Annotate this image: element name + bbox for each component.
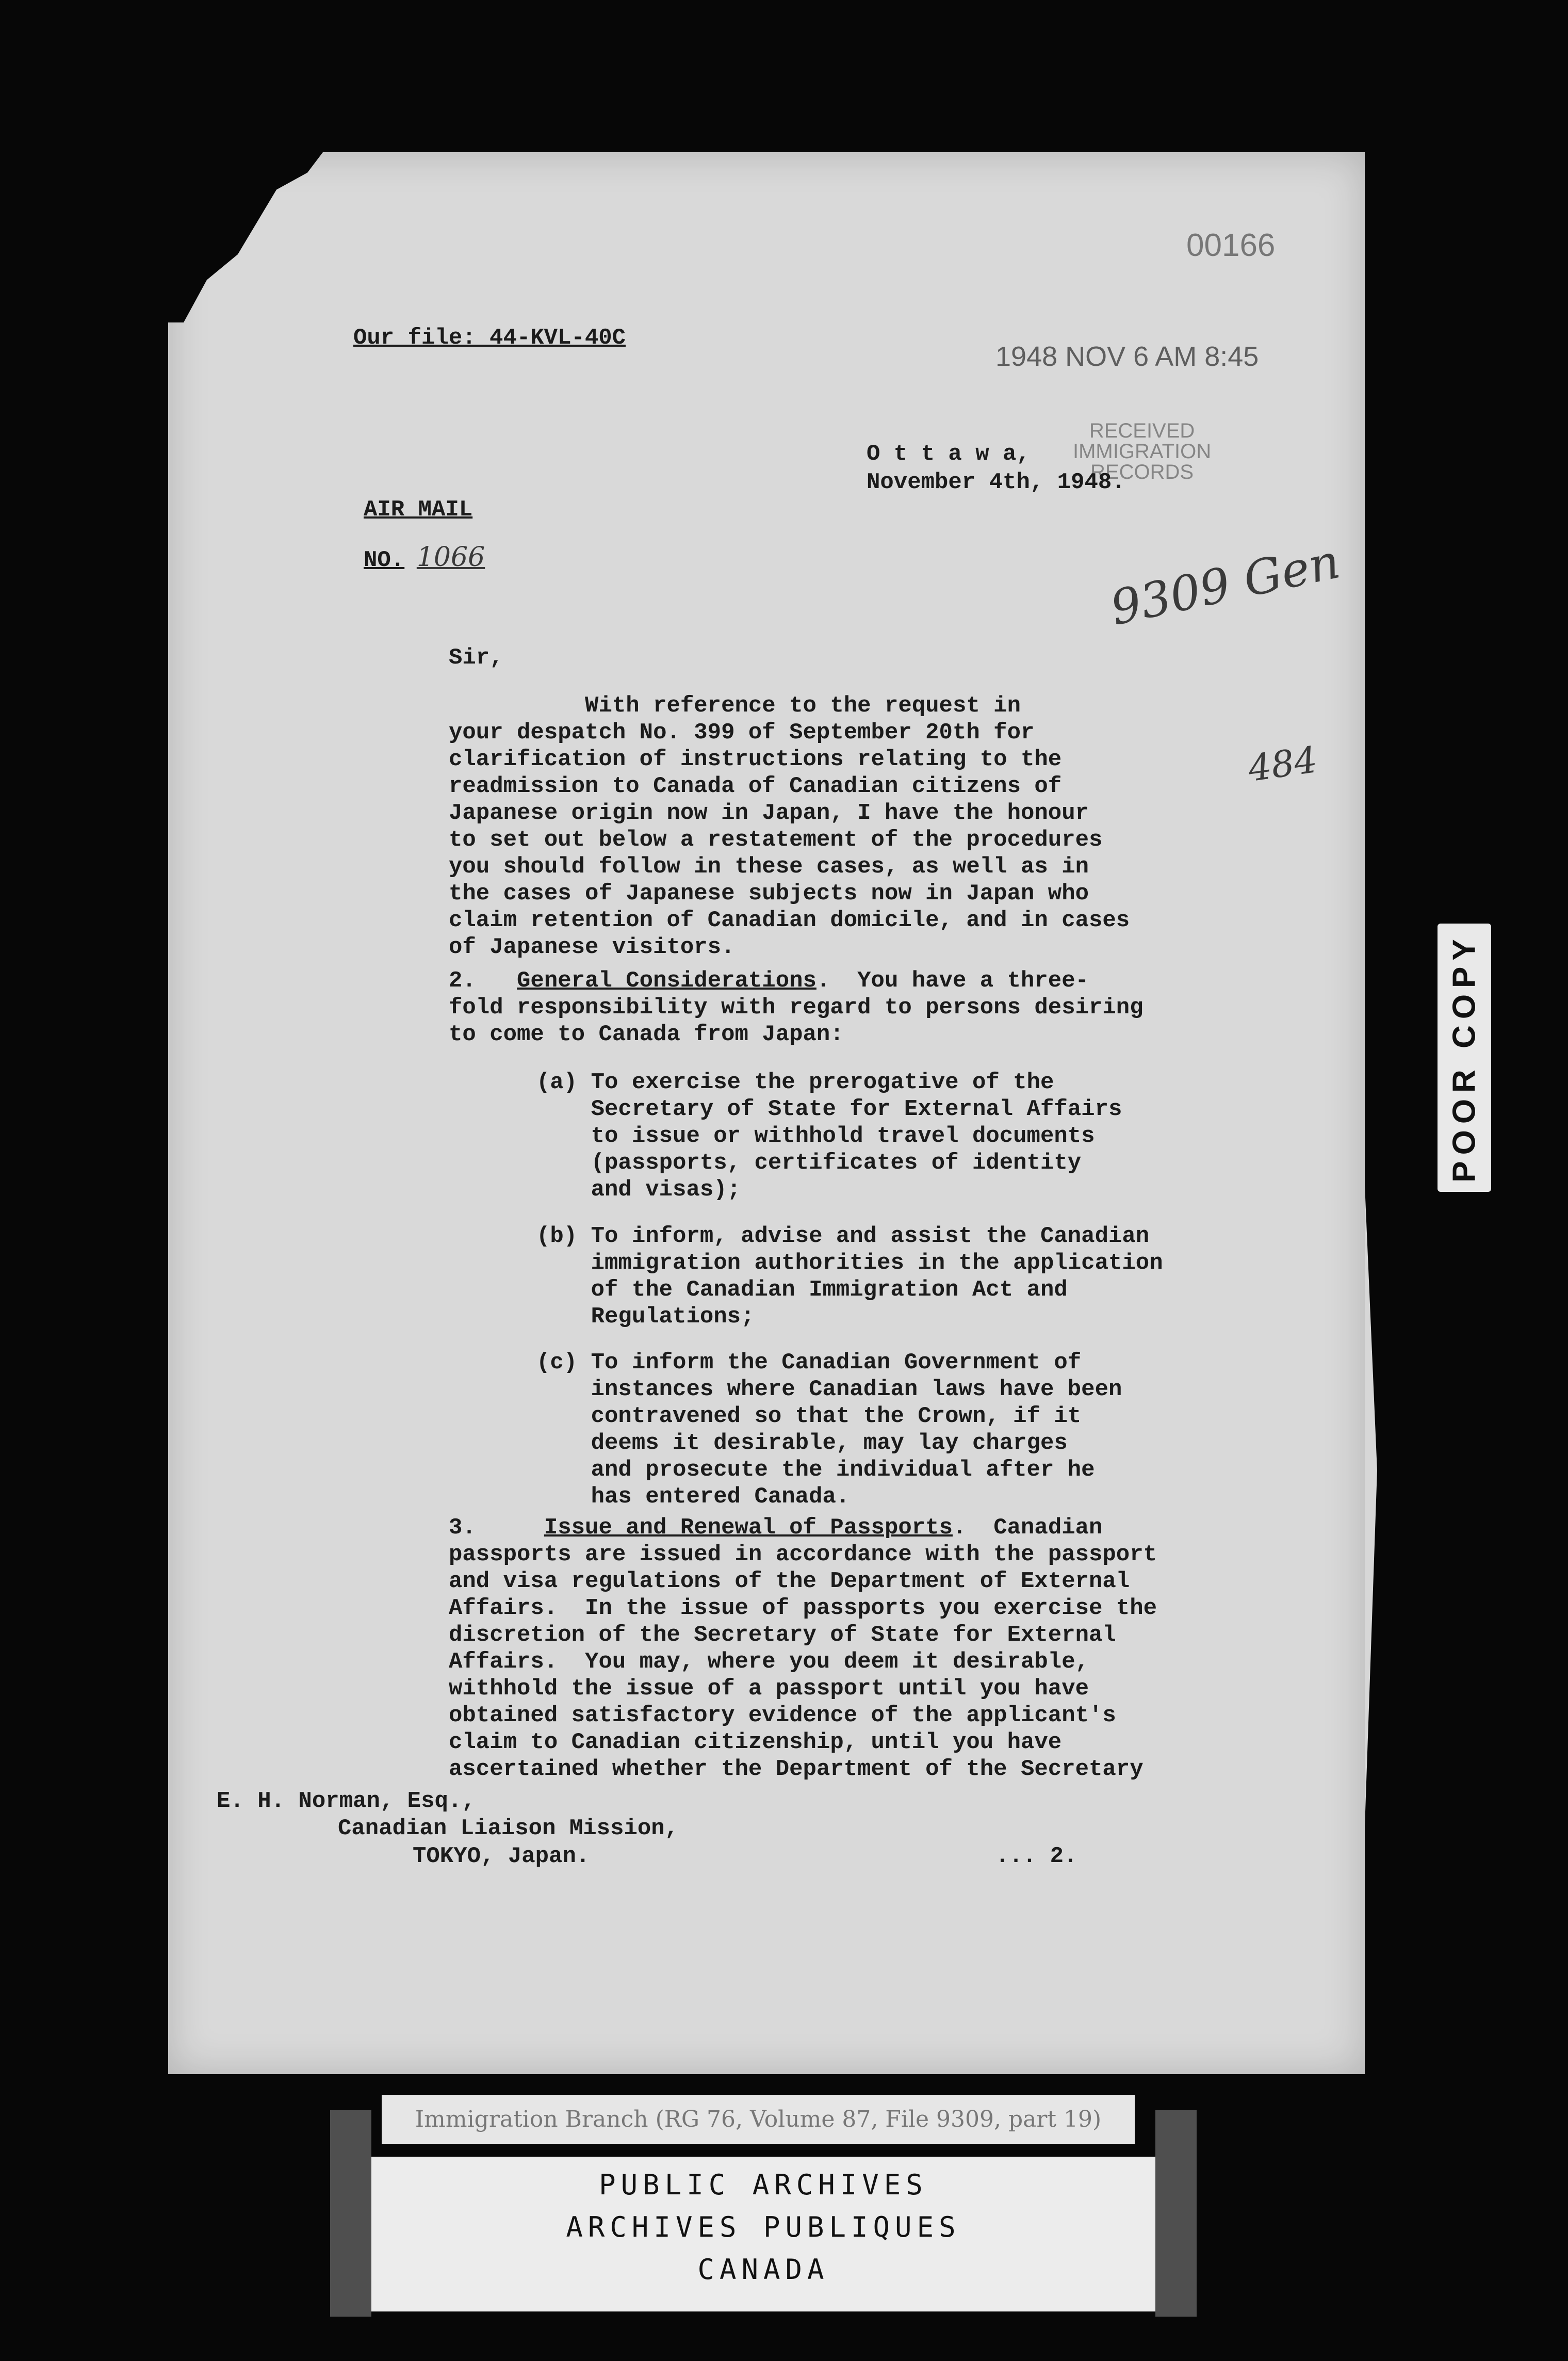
address-line-1: E. H. Norman, Esq., [217,1788,476,1814]
archive-line-3: CANADA [697,2253,829,2286]
despatch-number [364,542,485,576]
section-2 [449,967,1274,1048]
section-3-title: Issue and Renewal of Passports [544,1515,953,1541]
item-a: (a) To exercise the prerogative of the Secretary of State for External Affairs to issue or withhold travel documents (passports, certificates of identity and visas); [536,1070,1122,1203]
section-3 [449,1514,1274,1783]
film-border-left [330,2110,371,2317]
section-2-title: General Considerations [517,968,816,994]
archive-line-1: PUBLIC ARCHIVES [599,2169,928,2201]
film-border-right [1155,2110,1197,2317]
place: O t t a w a, [867,441,1030,467]
section-3-number: 3. [449,1515,476,1541]
no-value: 1066 [416,542,485,573]
air-mail-label: AIR MAIL [364,497,473,523]
archive-reference-label: Immigration Branch (RG 76, Volume 87, File 9309, part 19) [382,2095,1135,2144]
section-3-text: . Canadian passports are issued in accordance with the passport and visa regulations of the Department of External Affairs. In the issue of passports you exercise the discretion of the Secretary of State for External Affairs. You may, where you deem it desirable, withhold the issue of a passport until you have obtained satisfactory evidence of the applicant's claim to Canadian citizenship, until you have ascertained whether the Department of the Secretary [449,1515,1157,1782]
continued-marker: ... 2. [995,1843,1077,1869]
received-stamp: RECEIVED IMMIGRATION RECORDS [1073,419,1212,483]
handwritten-initials: 484 [1245,738,1320,790]
archive-line-2: ARCHIVES PUBLIQUES [566,2211,961,2243]
number-stamp: 00166 [1186,228,1276,263]
archive-label [371,2157,1155,2311]
date-stamp: 1948 NOV 6 AM 8:45 [995,341,1259,372]
letter-date: November 4th, 1948. [867,470,1125,495]
paragraph-1: With reference to the request in your despatch No. 399 of September 20th for clarification of instructions relating to the readmission to Canada of Canadian citizens of Japanese origin now in Japan, I have the honour to set out below a restatement of the procedures you should follow in these cases, as well as in the cases of Japanese subjects now in Japan who claim retention of Canadian domicile, and in cases of Japanese visitors. [449,693,1130,960]
salutation: Sir, [449,645,503,671]
address-line-2: Canadian Liaison Mission, [338,1816,679,1841]
section-2-number: 2. [449,968,476,994]
address-line-3: TOKYO, Japan. [413,1843,590,1869]
section-2-text: . You have a three- fold responsibility with regard to persons desiring to come to Canada from Japan: [449,968,1144,1047]
handwritten-note: 9309 Gen [1105,533,1345,636]
item-c: (c) To inform the Canadian Government of instances where Canadian laws have been contravened so that the Crown, if it deems it desirable, may lay charges and prosecute the individual after he has entered Canada. [536,1350,1122,1510]
poor-copy-label: POOR COPY [1438,924,1491,1192]
no-label: NO. [364,547,405,573]
file-reference: Our file: 44-KVL-40C [353,325,626,351]
item-b: (b) To inform, advise and assist the Canadian immigration authorities in the application of the Canadian Immigration Act and Regulations; [536,1223,1163,1330]
